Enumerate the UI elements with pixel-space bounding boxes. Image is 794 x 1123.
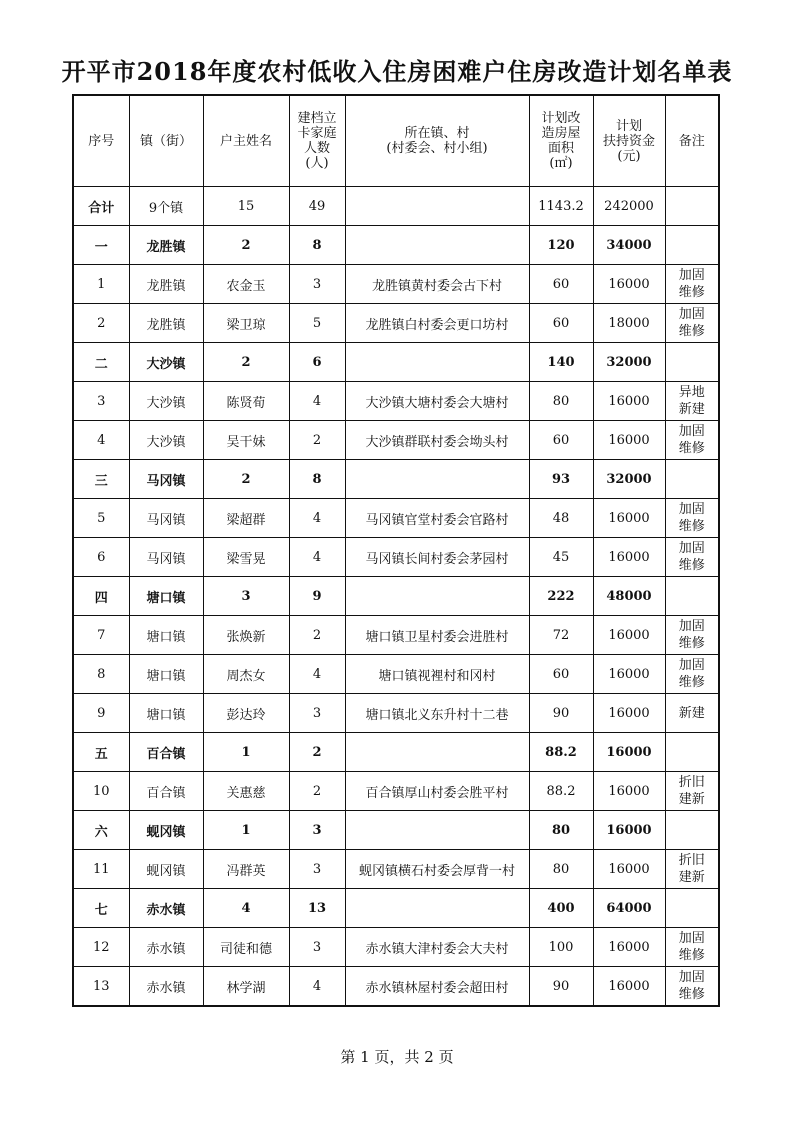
row-note-line: 建新 xyxy=(678,792,705,807)
row-people: 2 xyxy=(289,772,345,811)
row-location: 赤水镇林屋村委会超田村 xyxy=(345,967,529,1007)
subtotal-owner-count: 2 xyxy=(203,343,289,382)
header-fund: 计划 扶持资金 (元) xyxy=(593,95,665,187)
row-area: 60 xyxy=(529,304,593,343)
row-seq: 6 xyxy=(73,538,129,577)
row-note xyxy=(665,655,719,694)
subtotal-town: 赤水镇 xyxy=(129,889,203,928)
subtotal-owner-count: 1 xyxy=(203,733,289,772)
subtotal-owner-count: 4 xyxy=(203,889,289,928)
row-fund: 16000 xyxy=(593,616,665,655)
row-note xyxy=(665,694,719,733)
total-location xyxy=(345,187,529,226)
row-fund: 16000 xyxy=(593,265,665,304)
row-seq: 7 xyxy=(73,616,129,655)
row-fund: 16000 xyxy=(593,772,665,811)
subtotal-row xyxy=(73,460,719,499)
row-area: 80 xyxy=(529,850,593,889)
row-note-line: 加固 xyxy=(678,268,705,283)
row-seq: 2 xyxy=(73,304,129,343)
row-note-line: 新建 xyxy=(678,705,705,721)
row-area: 88.2 xyxy=(529,772,593,811)
row-fund: 16000 xyxy=(593,928,665,967)
row-owner: 梁卫琼 xyxy=(203,304,289,343)
row-owner: 陈贤荀 xyxy=(203,382,289,421)
housing-plan-table xyxy=(72,94,720,1007)
subtotal-note xyxy=(665,889,719,928)
row-note xyxy=(665,928,719,967)
row-fund: 16000 xyxy=(593,421,665,460)
row-seq: 4 xyxy=(73,421,129,460)
subtotal-fund: 64000 xyxy=(593,889,665,928)
subtotal-location xyxy=(345,811,529,850)
header-note: 备注 xyxy=(665,95,719,187)
row-location: 蚬冈镇横石村委会厚背一村 xyxy=(345,850,529,889)
row-town: 赤水镇 xyxy=(129,967,203,1007)
subtotal-row xyxy=(73,226,719,265)
row-owner: 张焕新 xyxy=(203,616,289,655)
row-note xyxy=(665,772,719,811)
row-seq: 1 xyxy=(73,265,129,304)
row-location: 马冈镇官堂村委会官路村 xyxy=(345,499,529,538)
subtotal-seq: 四 xyxy=(73,577,129,616)
subtotal-owner-count: 1 xyxy=(203,811,289,850)
row-note-line: 维修 xyxy=(678,675,705,690)
row-town: 塘口镇 xyxy=(129,655,203,694)
row-location: 大沙镇群联村委会坳头村 xyxy=(345,421,529,460)
subtotal-seq: 五 xyxy=(73,733,129,772)
table-row xyxy=(73,616,719,655)
row-fund: 16000 xyxy=(593,382,665,421)
row-location: 大沙镇大塘村委会大塘村 xyxy=(345,382,529,421)
subtotal-location xyxy=(345,733,529,772)
row-town: 大沙镇 xyxy=(129,421,203,460)
row-owner: 彭达玲 xyxy=(203,694,289,733)
subtotal-seq: 二 xyxy=(73,343,129,382)
row-location: 马冈镇长间村委会茅园村 xyxy=(345,538,529,577)
subtotal-note xyxy=(665,733,719,772)
row-owner: 农金玉 xyxy=(203,265,289,304)
row-people: 3 xyxy=(289,850,345,889)
row-fund: 16000 xyxy=(593,967,665,1007)
subtotal-row xyxy=(73,889,719,928)
row-note-line: 加固 xyxy=(678,619,705,634)
subtotal-row xyxy=(73,811,719,850)
row-town: 塘口镇 xyxy=(129,616,203,655)
row-note-line: 异地 xyxy=(678,385,705,400)
row-town: 赤水镇 xyxy=(129,928,203,967)
row-people: 4 xyxy=(289,655,345,694)
subtotal-note xyxy=(665,226,719,265)
subtotal-location xyxy=(345,577,529,616)
row-note-line: 维修 xyxy=(678,636,705,651)
subtotal-note xyxy=(665,577,719,616)
total-town: 9个镇 xyxy=(129,187,203,226)
subtotal-note xyxy=(665,811,719,850)
row-owner: 冯群英 xyxy=(203,850,289,889)
row-note-line: 加固 xyxy=(678,970,705,985)
row-area: 72 xyxy=(529,616,593,655)
row-fund: 16000 xyxy=(593,694,665,733)
subtotal-location xyxy=(345,889,529,928)
total-seq: 合计 xyxy=(73,187,129,226)
row-note xyxy=(665,421,719,460)
row-owner: 林学湖 xyxy=(203,967,289,1007)
row-fund: 16000 xyxy=(593,538,665,577)
subtotal-town: 龙胜镇 xyxy=(129,226,203,265)
row-people: 4 xyxy=(289,538,345,577)
row-note-line: 维修 xyxy=(678,324,705,339)
row-owner: 梁超群 xyxy=(203,499,289,538)
row-people: 2 xyxy=(289,421,345,460)
subtotal-area: 120 xyxy=(529,226,593,265)
row-location: 塘口镇卫星村委会进胜村 xyxy=(345,616,529,655)
row-note-line: 建新 xyxy=(678,870,705,885)
row-location: 龙胜镇白村委会更口坊村 xyxy=(345,304,529,343)
subtotal-note xyxy=(665,460,719,499)
row-seq: 10 xyxy=(73,772,129,811)
row-note-line: 加固 xyxy=(678,424,705,439)
row-town: 百合镇 xyxy=(129,772,203,811)
subtotal-area: 80 xyxy=(529,811,593,850)
row-area: 90 xyxy=(529,967,593,1007)
row-location: 塘口镇视裡村和冈村 xyxy=(345,655,529,694)
subtotal-seq: 一 xyxy=(73,226,129,265)
row-town: 蚬冈镇 xyxy=(129,850,203,889)
subtotal-people: 8 xyxy=(289,460,345,499)
subtotal-town: 塘口镇 xyxy=(129,577,203,616)
row-note xyxy=(665,265,719,304)
subtotal-people: 6 xyxy=(289,343,345,382)
subtotal-seq: 六 xyxy=(73,811,129,850)
subtotal-location xyxy=(345,343,529,382)
row-owner: 关惠慈 xyxy=(203,772,289,811)
table-row xyxy=(73,772,719,811)
row-owner: 周杰女 xyxy=(203,655,289,694)
row-note-line: 维修 xyxy=(678,441,705,456)
row-note-line: 加固 xyxy=(678,307,705,322)
row-owner: 梁雪晃 xyxy=(203,538,289,577)
subtotal-row xyxy=(73,733,719,772)
subtotal-town: 蚬冈镇 xyxy=(129,811,203,850)
subtotal-owner-count: 2 xyxy=(203,226,289,265)
row-people: 2 xyxy=(289,616,345,655)
row-seq: 11 xyxy=(73,850,129,889)
row-note-line: 加固 xyxy=(678,502,705,517)
table-row xyxy=(73,421,719,460)
subtotal-fund: 16000 xyxy=(593,733,665,772)
subtotal-town: 马冈镇 xyxy=(129,460,203,499)
table-row xyxy=(73,265,719,304)
subtotal-row xyxy=(73,343,719,382)
subtotal-fund: 34000 xyxy=(593,226,665,265)
table-row xyxy=(73,694,719,733)
row-seq: 3 xyxy=(73,382,129,421)
row-note-line: 维修 xyxy=(678,519,705,534)
row-area: 100 xyxy=(529,928,593,967)
row-note xyxy=(665,499,719,538)
row-note-line: 折旧 xyxy=(678,775,705,790)
row-note xyxy=(665,304,719,343)
row-note-line: 维修 xyxy=(678,987,705,1002)
header-seq: 序号 xyxy=(73,95,129,187)
row-area: 90 xyxy=(529,694,593,733)
row-town: 大沙镇 xyxy=(129,382,203,421)
total-row xyxy=(73,187,719,226)
row-note xyxy=(665,850,719,889)
subtotal-area: 93 xyxy=(529,460,593,499)
subtotal-note xyxy=(665,343,719,382)
row-owner: 吴干妹 xyxy=(203,421,289,460)
row-fund: 18000 xyxy=(593,304,665,343)
row-people: 3 xyxy=(289,694,345,733)
subtotal-owner-count: 2 xyxy=(203,460,289,499)
header-people: 建档立 卡家庭 人数 (人) xyxy=(289,95,345,187)
row-town: 马冈镇 xyxy=(129,538,203,577)
row-location: 龙胜镇黄村委会古下村 xyxy=(345,265,529,304)
row-people: 5 xyxy=(289,304,345,343)
subtotal-owner-count: 3 xyxy=(203,577,289,616)
subtotal-area: 88.2 xyxy=(529,733,593,772)
subtotal-location xyxy=(345,460,529,499)
table-row xyxy=(73,928,719,967)
row-note-line: 加固 xyxy=(678,541,705,556)
row-seq: 5 xyxy=(73,499,129,538)
header-town: 镇（街） xyxy=(129,95,203,187)
subtotal-fund: 48000 xyxy=(593,577,665,616)
subtotal-seq: 七 xyxy=(73,889,129,928)
row-fund: 16000 xyxy=(593,850,665,889)
table-row xyxy=(73,538,719,577)
row-people: 3 xyxy=(289,265,345,304)
row-note-line: 折旧 xyxy=(678,853,705,868)
table-row xyxy=(73,967,719,1007)
header-location: 所在镇、村 (村委会、村小组) xyxy=(345,95,529,187)
subtotal-fund: 32000 xyxy=(593,343,665,382)
row-area: 60 xyxy=(529,265,593,304)
page-footer: 第 1 页，共 2 页 xyxy=(340,1048,454,1066)
row-note-line: 新建 xyxy=(678,402,705,417)
subtotal-town: 百合镇 xyxy=(129,733,203,772)
table-row xyxy=(73,499,719,538)
row-note xyxy=(665,382,719,421)
row-note-line: 维修 xyxy=(678,285,705,300)
row-fund: 16000 xyxy=(593,499,665,538)
subtotal-people: 8 xyxy=(289,226,345,265)
row-area: 48 xyxy=(529,499,593,538)
row-town: 龙胜镇 xyxy=(129,265,203,304)
row-seq: 8 xyxy=(73,655,129,694)
row-location: 赤水镇大津村委会大夫村 xyxy=(345,928,529,967)
row-location: 塘口镇北义东升村十二巷 xyxy=(345,694,529,733)
total-people: 49 xyxy=(289,187,345,226)
subtotal-area: 222 xyxy=(529,577,593,616)
row-note-line: 加固 xyxy=(678,658,705,673)
subtotal-row xyxy=(73,577,719,616)
table-row xyxy=(73,304,719,343)
subtotal-area: 140 xyxy=(529,343,593,382)
subtotal-location xyxy=(345,226,529,265)
table-row xyxy=(73,850,719,889)
document-title: 开平市2018年度农村低收入住房困难户住房改造计划名单表 xyxy=(61,57,733,86)
row-town: 马冈镇 xyxy=(129,499,203,538)
subtotal-people: 3 xyxy=(289,811,345,850)
row-location: 百合镇厚山村委会胜平村 xyxy=(345,772,529,811)
subtotal-fund: 16000 xyxy=(593,811,665,850)
subtotal-fund: 32000 xyxy=(593,460,665,499)
row-area: 60 xyxy=(529,655,593,694)
row-note-line: 维修 xyxy=(678,948,705,963)
header-area: 计划改 造房屋 面积 (㎡) xyxy=(529,95,593,187)
row-owner: 司徒和德 xyxy=(203,928,289,967)
total-area: 1143.2 xyxy=(529,187,593,226)
subtotal-people: 9 xyxy=(289,577,345,616)
subtotal-area: 400 xyxy=(529,889,593,928)
total-owner: 15 xyxy=(203,187,289,226)
row-people: 3 xyxy=(289,928,345,967)
row-note xyxy=(665,538,719,577)
header-row xyxy=(73,95,719,187)
subtotal-people: 13 xyxy=(289,889,345,928)
table-row xyxy=(73,382,719,421)
subtotal-seq: 三 xyxy=(73,460,129,499)
row-fund: 16000 xyxy=(593,655,665,694)
row-town: 塘口镇 xyxy=(129,694,203,733)
row-note-line: 维修 xyxy=(678,558,705,573)
row-area: 80 xyxy=(529,382,593,421)
row-note-line: 加固 xyxy=(678,931,705,946)
row-area: 45 xyxy=(529,538,593,577)
row-note xyxy=(665,616,719,655)
row-people: 4 xyxy=(289,967,345,1007)
row-seq: 13 xyxy=(73,967,129,1007)
subtotal-town: 大沙镇 xyxy=(129,343,203,382)
row-area: 60 xyxy=(529,421,593,460)
subtotal-people: 2 xyxy=(289,733,345,772)
row-people: 4 xyxy=(289,382,345,421)
total-note xyxy=(665,187,719,226)
total-fund: 242000 xyxy=(593,187,665,226)
table-row xyxy=(73,655,719,694)
header-owner: 户主姓名 xyxy=(203,95,289,187)
row-seq: 12 xyxy=(73,928,129,967)
row-note xyxy=(665,967,719,1007)
row-town: 龙胜镇 xyxy=(129,304,203,343)
row-people: 4 xyxy=(289,499,345,538)
row-seq: 9 xyxy=(73,694,129,733)
